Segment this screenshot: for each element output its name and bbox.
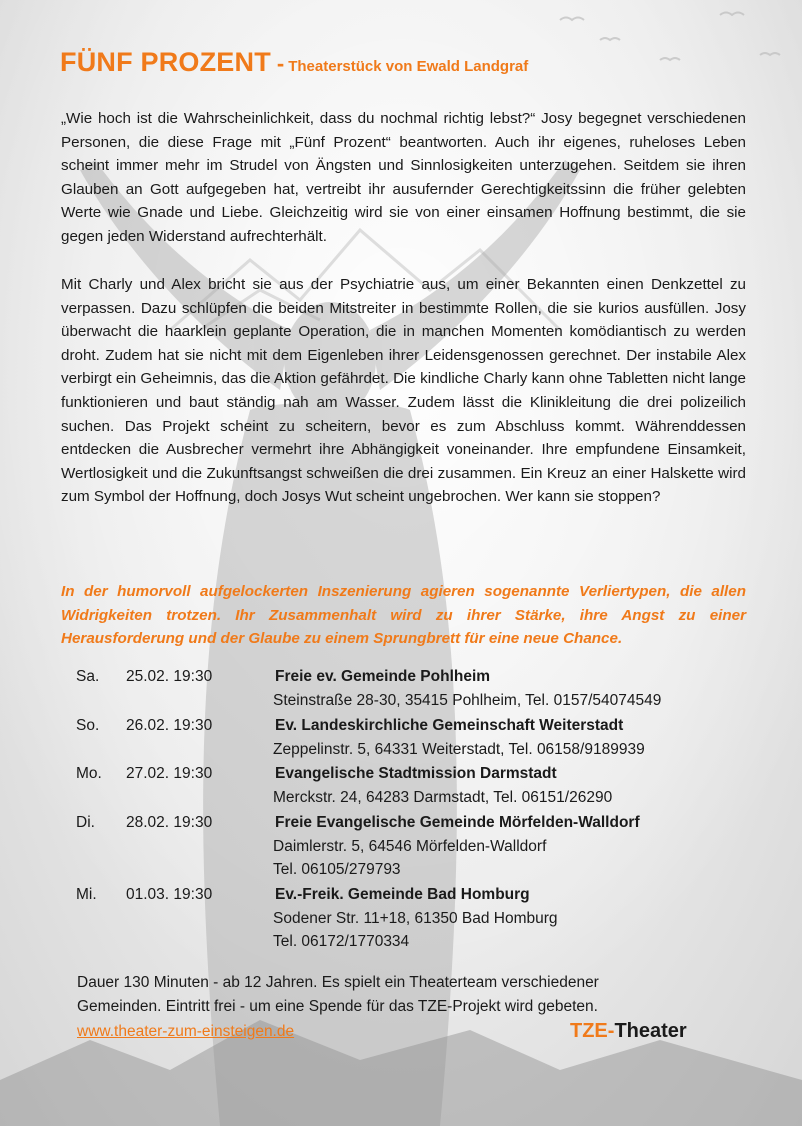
event-day: Mo. <box>76 765 102 782</box>
event-date: 28.02. 19:30 <box>126 813 213 831</box>
event-row <box>76 665 776 713</box>
event-venue: Freie Evangelische Gemeinde Mörfelden-Walldorf <box>275 813 640 831</box>
description-paragraph-2: Mit Charly und Alex bricht sie aus der Psychiatrie aus, um einer Bekannten einen Denkzettel zu verpassen. Dazu schlüpfen die beiden Mitstreiter in bestimmte Rollen, die sie kurios ausfüllen. Josy überwacht die haarklein geplante Operation, die in manchen Momenten komödiantisch zu werden droht. Zudem hat sie nicht mit dem Eigenleben ihrer Leidensgenossen gerechnet. Der instabile Alex verbirgt ein Geheimnis, das die Aktion gefährdet. Die kindliche Charly kann ohne Tabletten nicht lange funktionieren und baut ständig nah am Wasser. Zudem lässt die Klinikleitung die drei polizeilich suchen. Das Projekt scheint zu scheitern, bevor es zum Abschluss kommt. Währenddessen entdecken die Ausbrecher vermehrt ihre Abhängigkeit voneinander. Ihre empfundene Einsamkeit, Wertlosigkeit und die Zukunftsangst schweißen die drei zusammen. Ein Kreuz an einer Halskette wird zum Symbol der Hoffnung, doch Josys Wut scheint ungebrochen. Wer kann sie stoppen? <box>61 276 746 506</box>
event-day: Di. <box>76 813 95 831</box>
event-address: Zeppelinstr. 5, 64331 Weiterstadt, Tel. 06158/9189939 <box>273 740 645 758</box>
event-venue: Ev. Landeskirchliche Gemeinschaft Weiterstadt <box>275 716 624 734</box>
event-address: Sodener Str. 11+18, 61350 Bad Homburg <box>273 909 558 927</box>
footer-line-2: Gemeinden. Eintritt frei - um eine Spende für das TZE-Projekt wird gebeten. <box>77 998 598 1015</box>
event-address: Merckstr. 24, 64283 Darmstadt, Tel. 06151/26290 <box>273 789 613 806</box>
event-phone: Tel. 06172/1770334 <box>273 933 410 950</box>
description-paragraph-1: „Wie hoch ist die Wahrscheinlichkeit, dass du nochmal richtig lebst?“ Josy begegnet verschiedenen Personen, die diese Frage mit „Fünf Prozent“ beantworten. Auch ihr eigenes, ruheloses Leben scheint immer mehr im Strudel von Ängsten und Sinnlosigkeiten unterzugehen. Seitdem sie ihren Glauben an Gott aufgegeben hat, vertreibt ihr ausufernder Gerechtigkeitssinn die früher gelebten Werte wie Gnade und Liebe. Gleichzeitig wird sie von einer einsamen Hoffnung bestimmt, die sie gegen jeden Widerstand aufrechterhält. <box>61 110 746 245</box>
event-venue: Freie ev. Gemeinde Pohlheim <box>275 668 491 685</box>
event-date: 26.02. 19:30 <box>126 716 213 734</box>
title-subtitle: Theaterstück von Ewald Landgraf <box>288 58 529 75</box>
brand-accent: TZE- <box>570 1020 615 1042</box>
title-main: FÜNF PROZENT <box>60 47 271 77</box>
event-date: 27.02. 19:30 <box>126 765 213 782</box>
event-venue: Ev.-Freik. Gemeinde Bad Homburg <box>275 885 530 903</box>
event-address: Daimlerstr. 5, 64546 Mörfelden-Walldorf <box>273 837 547 855</box>
event-row <box>76 811 776 882</box>
event-day: Mi. <box>76 885 97 903</box>
website-link[interactable]: www.theater-zum-einsteigen.de <box>77 1023 295 1040</box>
event-address: Steinstraße 28-30, 35415 Pohlheim, Tel. 0157/54074549 <box>273 692 662 709</box>
event-day: Sa. <box>76 668 100 685</box>
event-row <box>76 714 776 762</box>
highlight-quote: In der humorvoll aufgelockerten Inszenierung agieren sogenannte Verliertypen, die allen Widrigkeiten trotzen. Ihr Zusammenhalt wird zu ihrer Stärke, ihre Angst zu einer Herausforderung und der Glaube zu einem Sprungbrett für eine neue Chance. <box>61 583 746 648</box>
event-day: So. <box>76 716 100 734</box>
footer-info <box>77 971 717 1019</box>
event-date: 01.03. 19:30 <box>126 885 213 903</box>
event-schedule <box>76 665 776 955</box>
event-venue: Evangelische Stadtmission Darmstadt <box>275 765 557 782</box>
brand-logo-text <box>570 1020 687 1043</box>
event-phone: Tel. 06105/279793 <box>273 861 401 878</box>
title-dash: - <box>276 51 285 76</box>
footer-line-1: Dauer 130 Minuten - ab 12 Jahren. Es spielt ein Theaterteam verschiedener <box>77 974 599 991</box>
event-row <box>76 762 776 810</box>
event-row <box>76 883 776 954</box>
brand-rest: Theater <box>614 1020 687 1042</box>
page-title <box>60 47 528 78</box>
event-date: 25.02. 19:30 <box>126 668 213 685</box>
